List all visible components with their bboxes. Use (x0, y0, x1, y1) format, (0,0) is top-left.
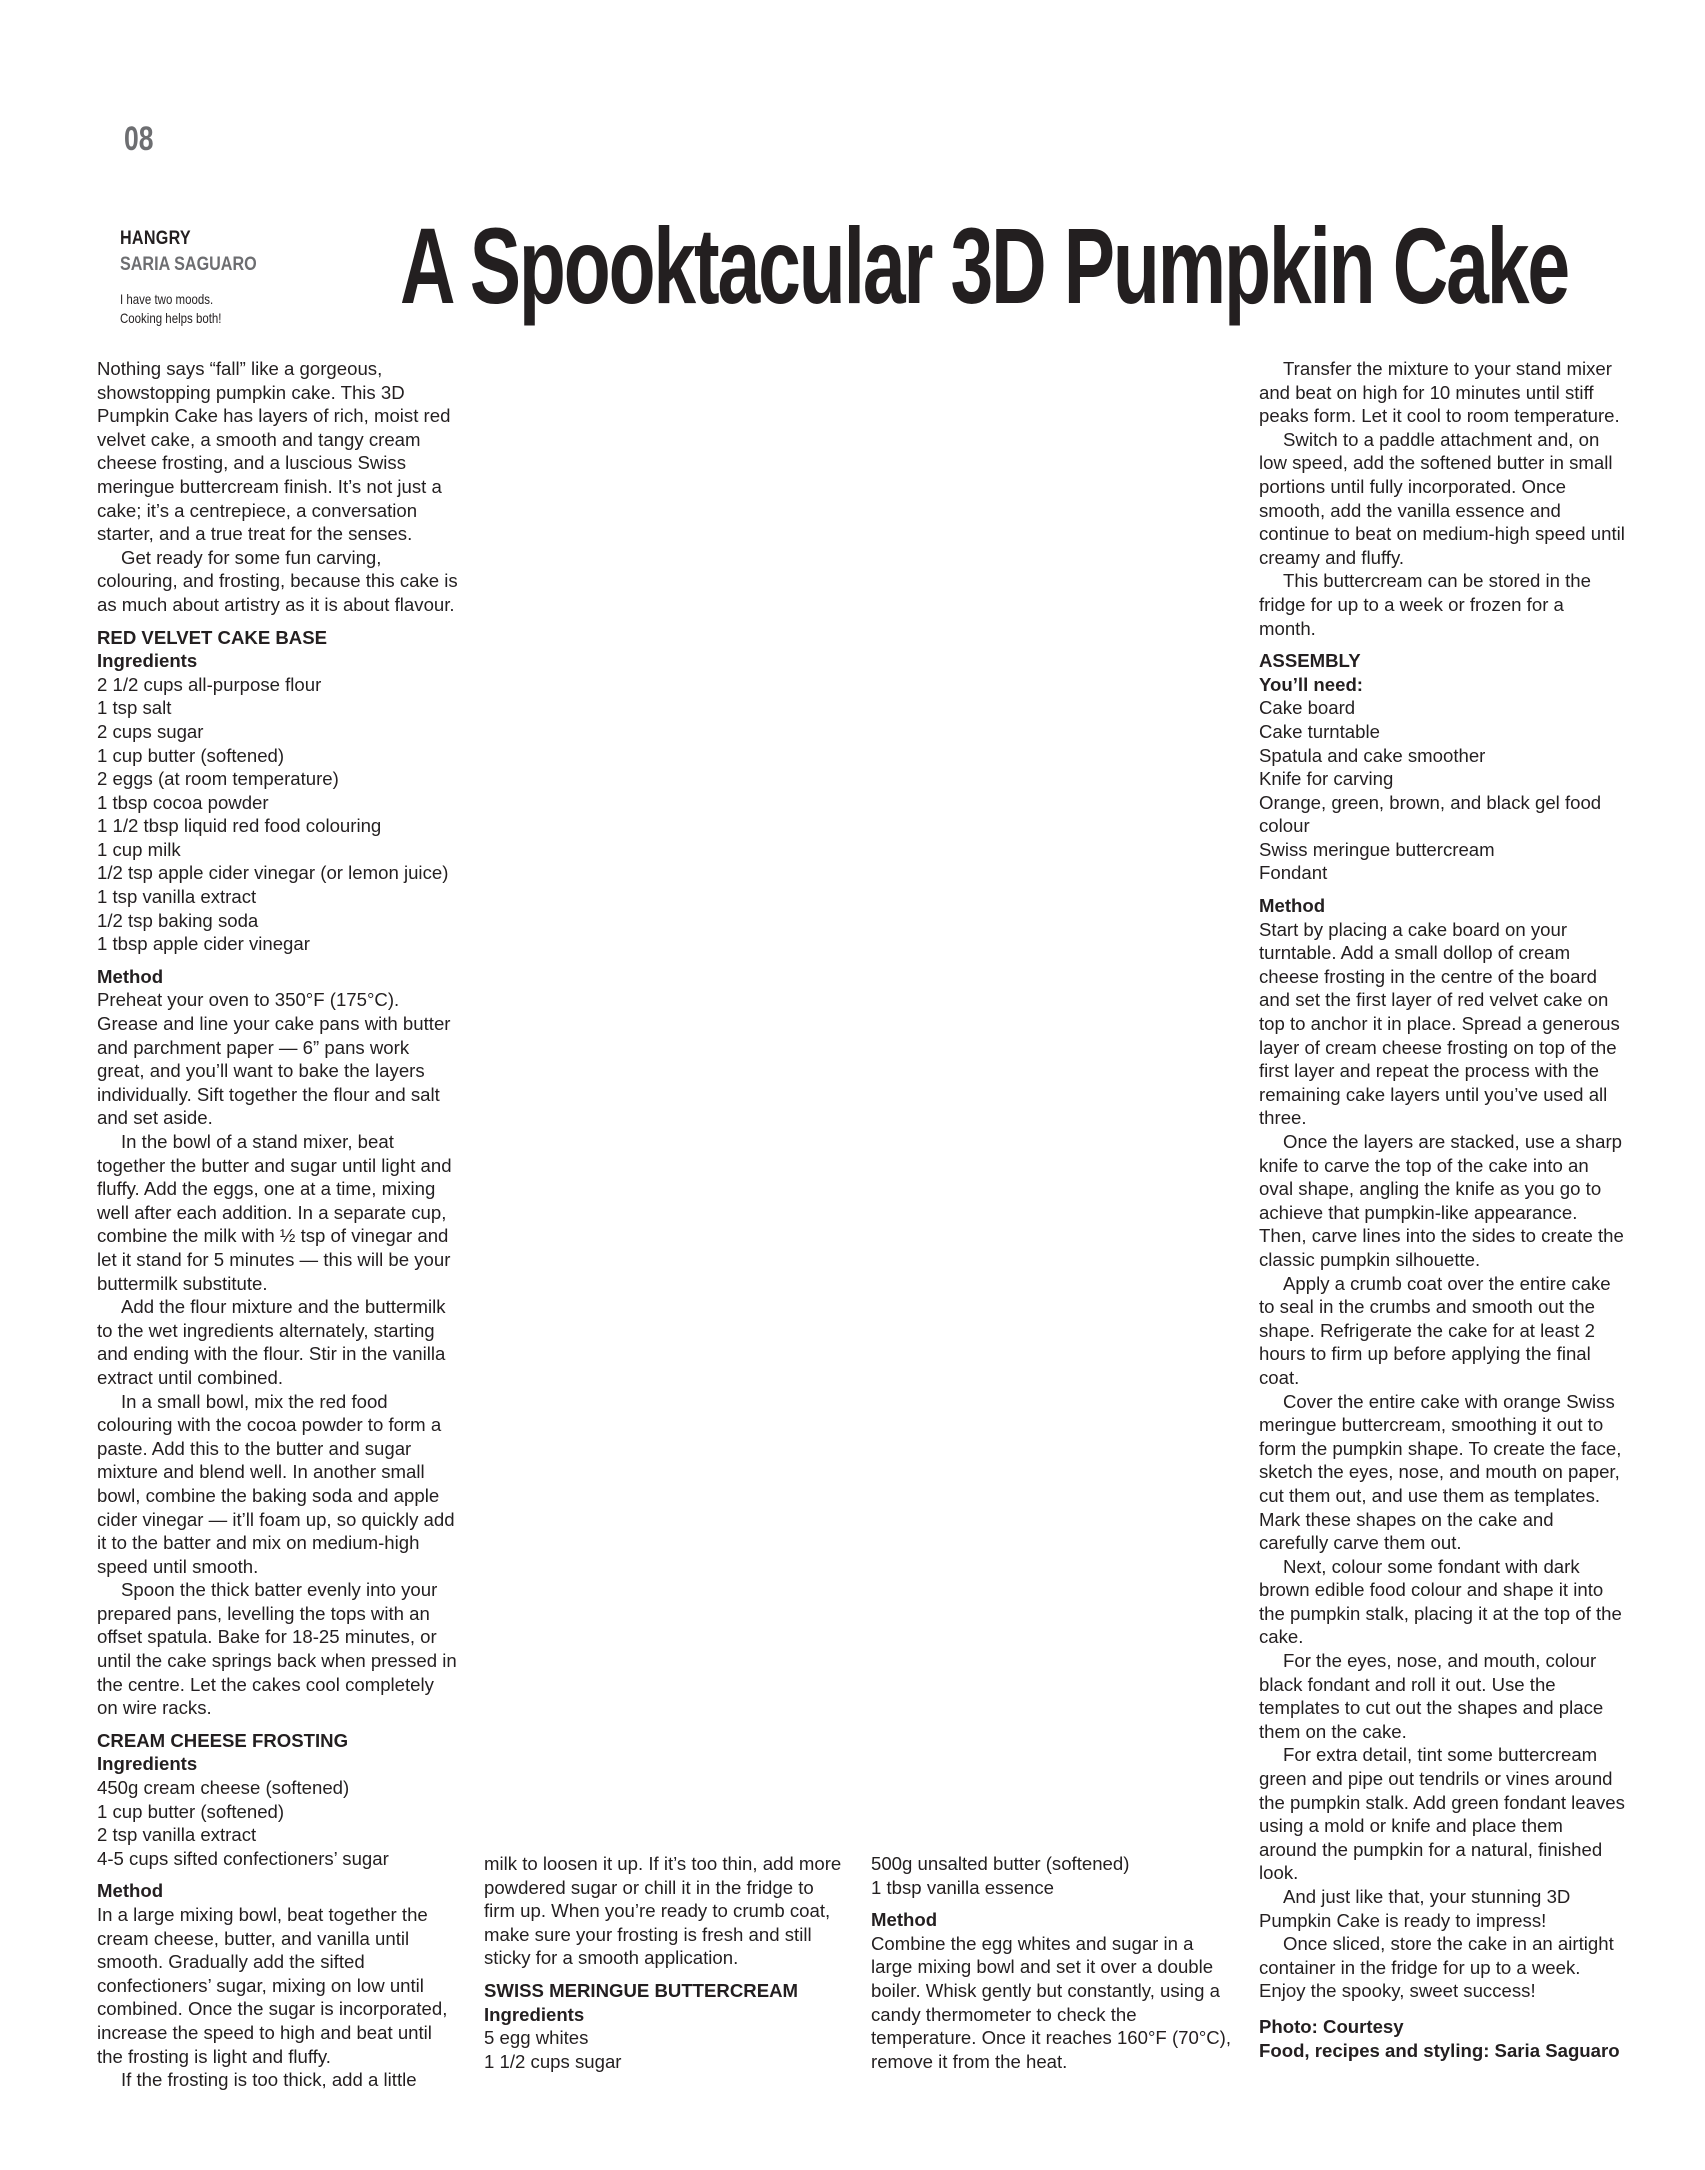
section-heading-red-velvet: RED VELVET CAKE BASE (97, 626, 328, 648)
method-paragraph: Add the flour mixture and the buttermilk to the wet ingredients alternately, starting and ending with the flour. Stir in the vanilla extract until combined. (97, 1296, 446, 1388)
ingredient-item: 1 cup milk (97, 838, 181, 860)
method-paragraph: Once the layers are stacked, use a sharp knife to carve the top of the cake into an oval shape, angling the knife as you go to achieve that pumpkin-like appearance. Then, carve lines into the sides to create the classic pumpkin silhouette. (1259, 1131, 1624, 1270)
ingredient-item: 2 1/2 cups all-purpose flour (97, 673, 322, 695)
method-paragraph: This buttercream can be stored in the fridge for up to a week or frozen for a month. (1259, 570, 1591, 639)
section-heading-assembly: ASSEMBLY (1259, 650, 1361, 672)
section-tag: HANGRY (120, 228, 191, 249)
assembly-item: Cake board (1259, 697, 1356, 719)
ingredient-item: 1 tbsp cocoa powder (97, 791, 269, 813)
method-paragraph: In a small bowl, mix the red food colouring with the cocoa powder to form a paste. Add this to the butter and sugar mixture and blend well. In another small bowl, combine the baking soda and apple cider vinegar — it’ll foam up, so quickly add it to the batter and mix on medium-high speed until smooth. (97, 1390, 455, 1577)
method-paragraph: Transfer the mixture to your stand mixer and beat on high for 10 minutes until stiff peaks form. Let it cool to room temperature. (1259, 358, 1620, 427)
ingredient-item: 2 tsp vanilla extract (97, 1824, 257, 1846)
method-paragraph: Apply a crumb coat over the entire cake to seal in the crumbs and smooth out the shape. Refrigerate the cake for at least 2 hours to firm up before applying the final coat. (1259, 1272, 1611, 1388)
ingredients-label: Ingredients (97, 650, 198, 672)
ingredient-item: 2 cups sugar (97, 720, 204, 742)
tagline-line: Cooking helps both! (120, 310, 222, 326)
author-name: SARIA SAGUARO (120, 254, 257, 275)
assembly-item: Swiss meringue buttercream (1259, 838, 1495, 860)
article-column-1 (97, 357, 459, 2092)
tagline-line: I have two moods. (120, 291, 214, 307)
intro-paragraph: Get ready for some fun carving, colouring, and frosting, because this cake is as much about artistry as it is about flavour. (97, 546, 458, 615)
ingredient-item: 1 1/2 cups sugar (484, 2050, 622, 2072)
food-credit: Food, recipes and styling: Saria Saguaro (1259, 2039, 1620, 2061)
method-paragraph: Cover the entire cake with orange Swiss meringue buttercream, smoothing it out to form the pumpkin shape. To create the face, sketch the eyes, nose, and mouth on paper, cut them out, and use them as templates. Mark these shapes on the cake and carefully carve them out. (1259, 1390, 1622, 1554)
ingredient-item: 1 cup butter (softened) (97, 1800, 285, 1822)
method-paragraph: If the frosting is too thick, add a little (121, 2069, 417, 2091)
method-paragraph: In a large mixing bowl, beat together the cream cheese, butter, and vanilla until smooth. Gradually add the sifted confectioners’ sugar, mixing on low until combined. Once the sugar is incorporated, increase the speed to high and beat until the frosting is light and fluffy. (97, 1904, 448, 2067)
byline (120, 228, 400, 328)
method-label: Method (871, 1909, 938, 1931)
method-paragraph: Spoon the thick batter evenly into your prepared pans, levelling the tops with an offset spatula. Bake for 18-25 minutes, or until the cake springs back when pressed in the centre. Let the cakes cool completely on wire racks. (97, 1579, 457, 1719)
ingredient-item: 450g cream cheese (softened) (97, 1777, 350, 1799)
author-tagline (120, 290, 350, 328)
ingredient-item: 1 tbsp apple cider vinegar (97, 933, 310, 955)
ingredient-item: 2 eggs (at room temperature) (97, 768, 339, 790)
assembly-item-list (1259, 696, 1625, 885)
ingredient-item: 1 tbsp vanilla essence (871, 1876, 1054, 1898)
method-paragraph: milk to loosen it up. If it’s too thin, add more powdered sugar or chill it in the fridge to firm up. When you’re ready to crumb coat, make sure your frosting is fresh and still sticky for a smooth application. (484, 1853, 842, 1969)
ingredient-item: 1 cup butter (softened) (97, 744, 285, 766)
ingredient-item: 1/2 tsp apple cider vinegar (or lemon juice) (97, 862, 449, 884)
method-label: Method (97, 965, 164, 987)
ingredient-item: 500g unsalted butter (softened) (871, 1853, 1130, 1874)
ingredient-item: 5 egg whites (484, 2027, 589, 2049)
method-label: Method (97, 1880, 164, 1902)
ingredient-item: 4-5 cups sifted confectioners’ sugar (97, 1847, 389, 1869)
method-paragraph: Combine the egg whites and sugar in a large mixing bowl and set it over a double boiler. Whisk gently but constantly, using a candy thermometer to check the temperature. Once it reaches 160°F (70°C), remove it from the heat. (871, 1932, 1232, 2072)
article-column-3 (871, 1852, 1233, 2073)
ingredient-item: 1 tsp salt (97, 697, 172, 719)
assembly-item: Cake turntable (1259, 720, 1380, 742)
method-paragraph: Next, colour some fondant with dark brown edible food colour and shape it into the pumpkin stalk, placing it at the top of the cake. (1259, 1555, 1622, 1648)
assembly-item: Spatula and cake smoother (1259, 744, 1486, 766)
article-column-4 (1259, 357, 1625, 2062)
photo-credit: Photo: Courtesy (1259, 2015, 1404, 2037)
method-paragraph: Preheat your oven to 350°F (175°C). Grease and line your cake pans with butter and parchment paper — 6” pans work great, and you’ll want to bake the layers individually. Sift together the flour and salt and set aside. (97, 989, 451, 1129)
youll-need-label: You’ll need: (1259, 673, 1363, 695)
method-label: Method (1259, 895, 1326, 917)
method-paragraph: Start by placing a cake board on your turntable. Add a small dollop of cream cheese frosting in the centre of the board and set the first layer of red velvet cake on top to anchor it in place. Spread a generous layer of cream cheese frosting on top of the first layer and repeat the process with the remaining cake layers until you’ve used all three. (1259, 918, 1620, 1129)
method-paragraph: For extra detail, tint some buttercream green and pipe out tendrils or vines around the pumpkin stalk. Add green fondant leaves using a mold or knife and place them around the pumpkin for a natural, finished look. (1259, 1744, 1625, 1884)
assembly-item: Fondant (1259, 862, 1328, 884)
ingredients-label: Ingredients (484, 2003, 585, 2025)
ingredient-list (97, 1776, 459, 1870)
ingredient-item: 1 1/2 tbsp liquid red food colouring (97, 815, 382, 837)
method-paragraph: For the eyes, nose, and mouth, colour black fondant and roll it out. Use the templates to cut out the shapes and place them on the cake. (1259, 1650, 1604, 1742)
method-paragraph: In the bowl of a stand mixer, beat together the butter and sugar until light and fluffy. Add the eggs, one at a time, mixing well after each addition. In a separate cup, combine the milk with ½ tsp of vinegar and let it stand for 5 minutes — this will be your buttermilk substitute. (97, 1131, 452, 1294)
assembly-item: Orange, green, brown, and black gel food colour (1259, 791, 1602, 837)
spacer (1259, 2003, 1625, 2015)
method-paragraph: And just like that, your stunning 3D Pumpkin Cake is ready to impress! (1259, 1886, 1571, 1931)
ingredients-label: Ingredients (97, 1753, 198, 1775)
method-paragraph: Once sliced, store the cake in an airtight container in the fridge for up to a week. Enjoy the spooky, sweet success! (1259, 1933, 1614, 2002)
section-heading-cream-cheese: CREAM CHEESE FROSTING (97, 1729, 349, 1751)
section-heading-swiss-meringue: SWISS MERINGUE BUTTERCREAM (484, 1979, 799, 2001)
ingredient-item: 1 tsp vanilla extract (97, 886, 257, 908)
intro-paragraph: Nothing says “fall” like a gorgeous, showstopping pumpkin cake. This 3D Pumpkin Cake has layers of rich, moist red velvet cake, a smooth and tangy cream cheese frosting, and a luscious Swiss meringue buttercream finish. It’s not just a cake; it’s a centrepiece, a conversation starter, and a true treat for the senses. (97, 358, 451, 545)
ingredient-item: 1/2 tsp baking soda (97, 909, 259, 931)
article-headline: A Spooktacular 3D Pumpkin Cake (400, 205, 1569, 326)
assembly-item: Knife for carving (1259, 768, 1394, 790)
method-paragraph: Switch to a paddle attachment and, on low speed, add the softened butter in small portions until fully incorporated. Once smooth, add the vanilla essence and continue to beat on medium-high speed until creamy and fluffy. (1259, 428, 1625, 568)
ingredient-list (97, 673, 459, 956)
page-number: 08 (124, 120, 154, 158)
article-column-2 (484, 1852, 846, 2073)
